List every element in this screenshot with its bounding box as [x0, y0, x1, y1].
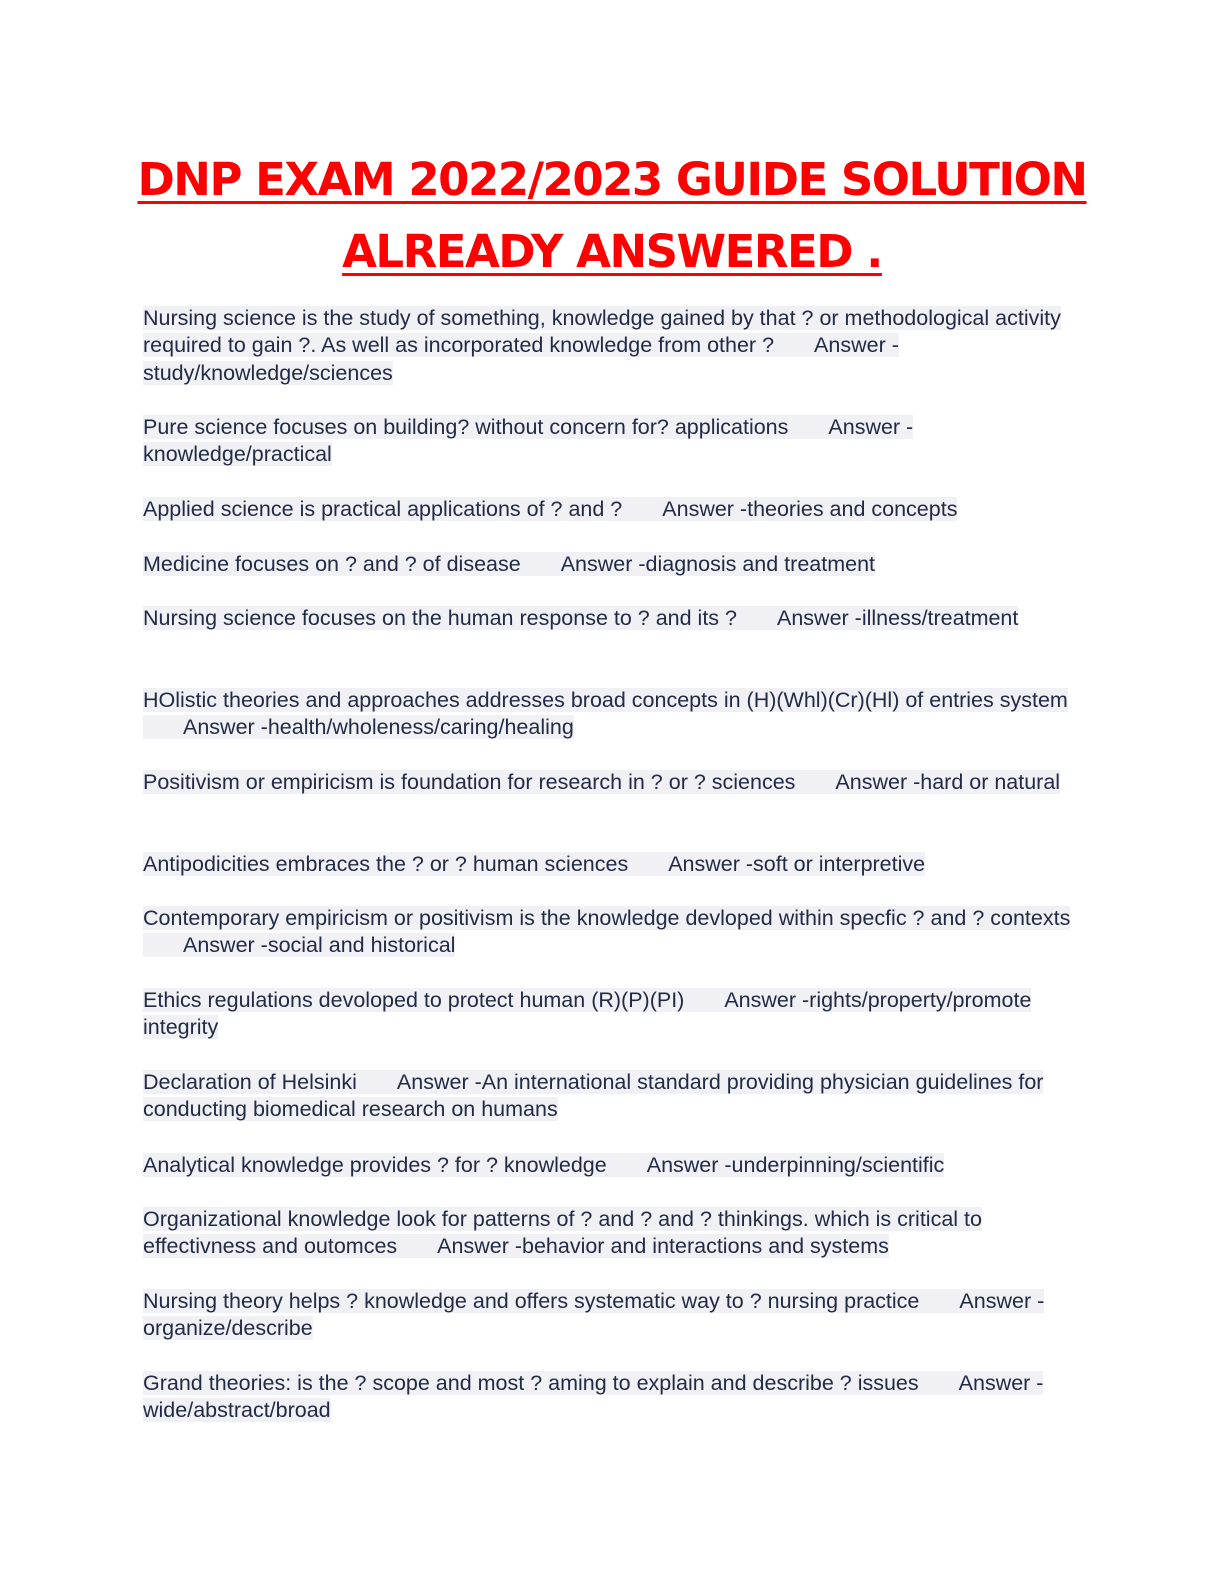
answer-text: Answer -illness/treatment	[777, 606, 1019, 630]
answer-text: Answer -organize/describe	[143, 1289, 1045, 1341]
question-text: Ethics regulations devoloped to protect human (R)(P)(PI)	[143, 988, 685, 1012]
qa-item	[143, 987, 1083, 1042]
qa-item	[143, 1069, 1083, 1124]
question-text: Nursing science focuses on the human response to ? and its ?	[143, 606, 737, 630]
answer-text: Answer -theories and concepts	[662, 497, 958, 521]
question-text: Applied science is practical applications of ? and ?	[143, 497, 623, 521]
answer-text: Answer -soft or interpretive	[668, 852, 926, 876]
qa-item	[143, 551, 1083, 578]
question-text: Grand theories: is the ? scope and most ? aming to explain and describe ? issues	[143, 1371, 919, 1395]
answer-text: Answer -hard or natural	[835, 770, 1061, 794]
qa-item	[143, 905, 1083, 960]
answer-text: Answer -social and historical	[183, 933, 456, 958]
question-text: Antipodicities embraces the ? or ? human sciences	[143, 852, 629, 876]
qa-item	[143, 496, 1083, 523]
question-text: Nursing science is the study of something, knowledge gained by that ? or methodological activity required to gain ?. As well as incorporated knowledge from other ?	[143, 306, 1061, 358]
question-text: Nursing theory helps ? knowledge and offers systematic way to ? nursing practice	[143, 1289, 920, 1313]
qa-item	[143, 687, 1083, 742]
answer-text: Answer -An international standard providing physician guidelines for conducting biomedical research on humans	[143, 1070, 1044, 1122]
document-title-line-1	[120, 144, 1104, 216]
answer-text: Answer -rights/property/promote integrity	[143, 988, 1032, 1040]
document-title-line-2	[120, 216, 1104, 288]
question-text: Positivism or empiricism is foundation for research in ? or ? sciences	[143, 770, 796, 794]
question-text: Analytical knowledge provides ? for ? knowledge	[143, 1153, 607, 1177]
answer-text: Answer -study/knowledge/sciences	[143, 333, 899, 385]
question-text: HOlistic theories and approaches addresses broad concepts in (H)(Whl)(Cr)(Hl) of entries system	[143, 688, 1068, 712]
answer-text: Answer -behavior and interactions and systems	[437, 1234, 889, 1259]
answer-text: Answer -knowledge/practical	[143, 415, 914, 467]
question-text: Medicine focuses on ? and ? of disease	[143, 552, 521, 576]
qa-item	[143, 1288, 1083, 1343]
question-text: Organizational knowledge look for patterns of ? and ? and ? thinkings. which is critical to effectivness and outomces	[143, 1207, 982, 1259]
qa-item	[143, 1152, 1083, 1179]
qa-item	[143, 605, 1083, 632]
qa-item	[143, 1206, 1083, 1261]
qa-item	[143, 851, 1083, 878]
qa-item	[143, 1370, 1083, 1425]
title-text-2: ALREADY ANSWERED .	[342, 225, 882, 278]
answer-text: Answer -wide/abstract/broad	[143, 1371, 1044, 1423]
qa-item	[143, 414, 1083, 469]
qa-item	[143, 305, 1083, 387]
question-text: Declaration of Helsinki	[143, 1070, 357, 1094]
question-text: Contemporary empiricism or positivism is the knowledge devloped within specfic ? and ? contexts	[143, 906, 1071, 930]
title-text-1: DNP EXAM 2022/2023 GUIDE SOLUTION	[137, 153, 1087, 206]
question-text: Pure science focuses on building? without concern for? applications	[143, 415, 789, 439]
answer-text: Answer -diagnosis and treatment	[560, 552, 876, 576]
answer-text: Answer -health/wholeness/caring/healing	[183, 715, 574, 740]
answer-text: Answer -underpinning/scientific	[646, 1153, 945, 1177]
qa-item	[143, 769, 1083, 796]
